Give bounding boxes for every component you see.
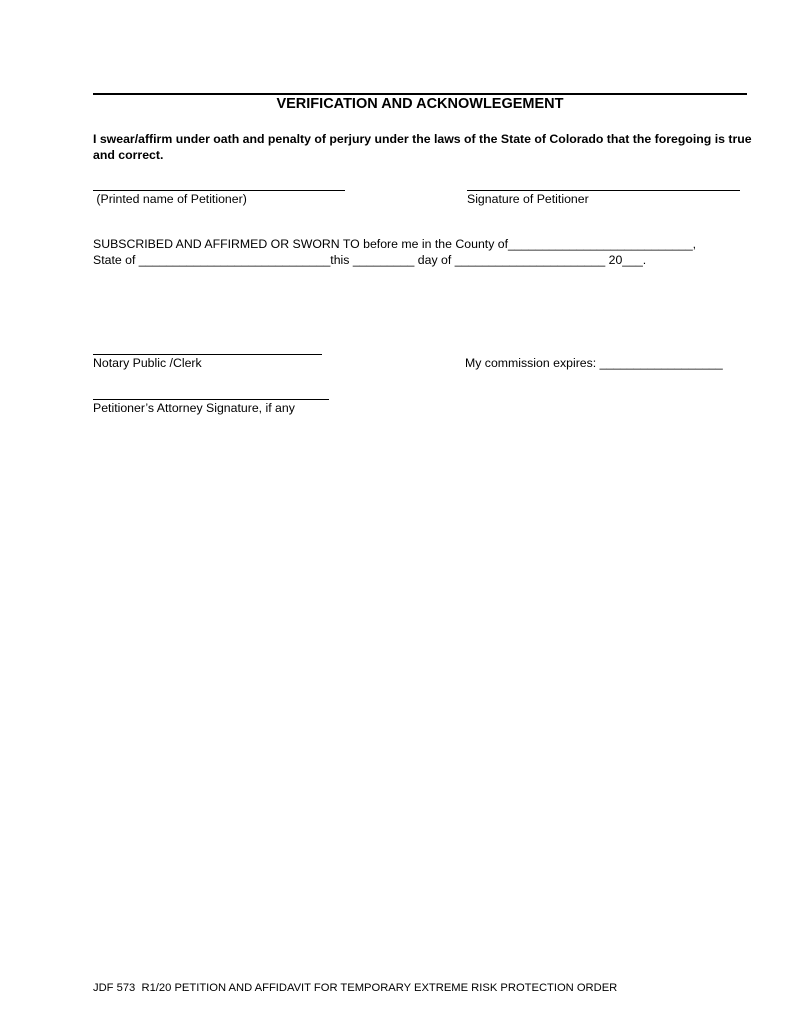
page-footer: JDF 573 R1/20 PETITION AND AFFIDAVIT FOR TEMPORARY EXTREME RISK PROTECTION ORDER xyxy=(93,982,618,994)
attorney-signature-label: Petitioner’s Attorney Signature, if any xyxy=(93,401,295,415)
printed-name-line[interactable] xyxy=(93,190,345,191)
page-title: VERIFICATION AND ACKNOWLEGEMENT xyxy=(276,96,564,112)
petitioner-signature-label: Signature of Petitioner xyxy=(467,192,589,206)
printed-name-label: (Printed name of Petitioner) xyxy=(93,192,247,206)
subscribed-line-date: State of ____________________________this _________ day of ______________________ 20___. xyxy=(93,253,647,267)
header-rule xyxy=(93,93,747,95)
commission-expires-label: My commission expires: __________________ xyxy=(465,356,723,370)
subscribed-line-county: SUBSCRIBED AND AFFIRMED OR SWORN TO before me in the County of___________________________, xyxy=(93,237,697,251)
attorney-signature-line[interactable] xyxy=(93,399,329,400)
notary-label: Notary Public /Clerk xyxy=(93,356,202,370)
petitioner-signature-line[interactable] xyxy=(467,190,740,191)
oath-statement: I swear/affirm under oath and penalty of perjury under the laws of the State of Colorado that the foregoing is true and correct. xyxy=(93,132,752,162)
notary-signature-line[interactable] xyxy=(93,354,322,355)
